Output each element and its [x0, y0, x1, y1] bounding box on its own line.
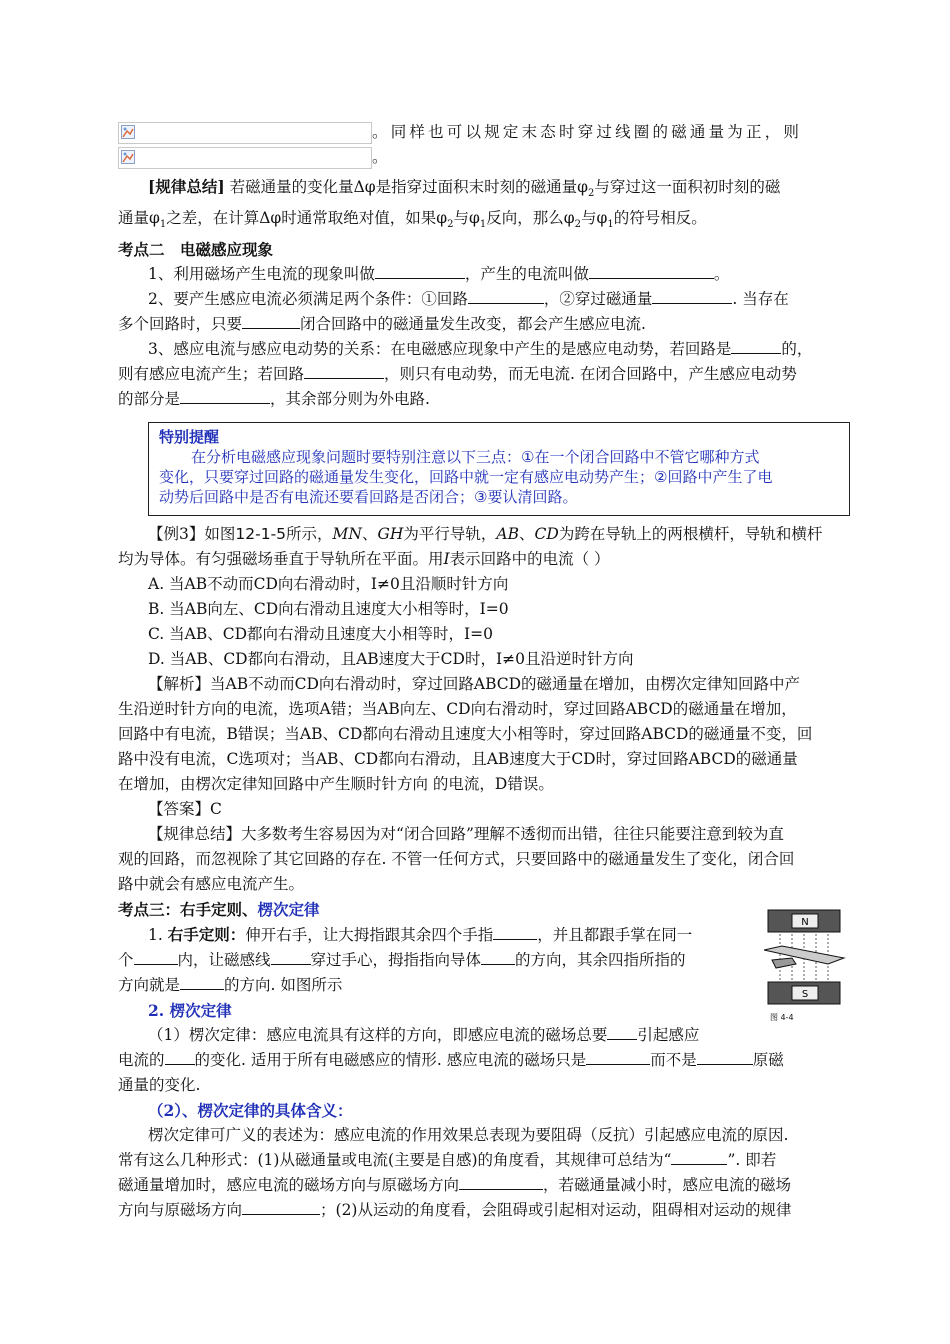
right-hand-rule-cont: 个 内，让磁感线 穿过手心，拇指指向导体 的方向，其余四指所指的 [118, 948, 842, 973]
analysis-line: 在增加，由楞次定律知回路中产生顺时针方向 的电流，D错误。 [118, 775, 554, 794]
section-2-p2: 2、要产生感应电流必须满足两个条件：①回路 ，②穿过磁通量 . 当存在 [118, 287, 842, 312]
blank [589, 263, 714, 280]
blank [134, 949, 178, 966]
reminder-line: 在分析电磁感应现象问题时要特别注意以下三点：①在一个闭合回路中不管它哪种方式 [191, 448, 760, 467]
section-2-p3-cont: 则有感应电流产生；若回路 ，则只有电动势，而无电流. 在闭合回路中，产生感应电动势 [118, 362, 842, 387]
example-3-question-cont: 均为导体。有匀强磁场垂直于导轨所在平面。用I表示回路中的电流（ ） [118, 550, 610, 569]
lenz-meaning-line: 常有这么几种形式：(1)从磁通量或电流(主要是自感)的角度看，其规律可总结为“ ”. 即若 [118, 1148, 842, 1173]
blank [481, 949, 515, 966]
analysis-line: 生沿逆时针方向的电流，选项A错；当AB向左、CD向右滑动时，穿过回路ABCD的磁通量在增加， [118, 700, 797, 719]
right-hand-rule: 1. 右手定则：伸开右手，让大拇指跟其余四个手指 ，并且都跟手掌在同一 [148, 925, 693, 945]
magnet-figure [762, 906, 846, 1022]
section-2-p3-cont2: 的部分是 ，其余部分则为外电路. [118, 387, 842, 412]
broken-image-placeholder [118, 122, 372, 144]
example-3-question: 【例3】如图12-1-5所示，MN、GH为平行导轨，AB、CD为跨在导轨上的两根横杆，导轨和横杆 [148, 525, 823, 544]
blank [304, 363, 384, 380]
lenz-law-p1: （1）楞次定律：感应电流具有这样的方向，即感应电流的磁场总要 引起感应 [118, 1023, 842, 1048]
lenz-meaning-line: 磁通量增加时，感应电流的磁场方向与原磁场方向 ，若磁通量减小时，感应电流的磁场 [118, 1173, 842, 1198]
magnet-diagram-icon [762, 906, 846, 1008]
blank [468, 288, 544, 305]
blank [375, 263, 465, 280]
lenz-law-title: 2. 楞次定律 [148, 1001, 232, 1021]
blank [271, 949, 311, 966]
blank [586, 1049, 650, 1066]
rule-summary-2: 【规律总结】大多数考生容易因为对“闭合回路”理解不透彻而出错，往往只能要注意到较为直 [148, 825, 784, 844]
analysis-line: 路中没有电流，C选项对；当AB、CD都向右滑动，且AB速度大于CD时，穿过回路ABCD的磁通量 [118, 750, 798, 769]
blank [697, 1049, 753, 1066]
answer: 【答案】C [148, 800, 222, 819]
blank [671, 1149, 727, 1166]
lenz-meaning-line: 方向与原磁场方向 ；(2)从运动的角度看，会阻碍或引起相对运动，阻碍相对运动的规律 [118, 1198, 842, 1223]
blank [731, 338, 781, 355]
option-c: C. 当AB、CD都向右滑动且速度大小相等时，I=0 [148, 625, 494, 644]
section-2-p3: 3、感应电流与感应电动势的关系：在电磁感应现象中产生的是感应电动势，若回路是 的， [118, 337, 842, 362]
blank [242, 313, 300, 330]
svg-text:S: S [801, 989, 809, 1000]
section-2-p2-cont: 多个回路时，只要 闭合回路中的磁通量发生改变，都会产生感应电流. [118, 312, 842, 337]
reminder-line: 动势后回路中是否有电流还要看回路是否闭合；③要认清回路。 [159, 488, 578, 507]
figure-caption: 图 4-4 [770, 1013, 794, 1022]
blank [652, 288, 732, 305]
option-a: A. 当AB不动而CD向右滑动时，I≠0且沿顺时针方向 [148, 575, 509, 594]
special-reminder-box [148, 422, 850, 516]
lenz-law-p1-cont: 通量的变化. [118, 1076, 201, 1095]
intro-line-1: 。同样也可以规定末态时穿过线圈的磁通量为正，则 [118, 120, 842, 145]
blank [180, 388, 270, 405]
section-2-p1: 1、利用磁场产生电流的现象叫做 ，产生的电流叫做 。 [118, 262, 842, 287]
rule-summary-2-cont: 路中就会有感应电流产生。 [118, 875, 305, 894]
lenz-meaning-line: 楞次定律可广义的表述为：感应电流的作用效果总表现为要阻碍（反抗）引起感应电流的原因. [148, 1126, 789, 1145]
reminder-line: 变化，只要穿过回路的磁通量发生变化，回路中就一定有感应电动势产生；②回路中产生了电 [159, 468, 773, 487]
rule-summary-1-cont: 通量$\varphi_1$之差，在计算Δφ时通常取绝对值，如果$\varphi_2$与$\varphi_1$反向，那么$\varphi_2$与$\varphi_1$的符号相反。 [118, 209, 707, 231]
section-3-title: 考点三：右手定则、楞次定律 [118, 900, 320, 920]
blank [493, 924, 537, 941]
option-d: D. 当AB、CD都向右滑动，且AB速度大于CD时，I≠0且沿逆时针方向 [148, 650, 634, 669]
section-2-title: 考点二 电磁感应现象 [118, 240, 274, 260]
lenz-law-p1-cont: 电流的 的变化. 适用于所有电磁感应的情形. 感应电流的磁场只是 而不是 原磁 [118, 1048, 842, 1073]
broken-image-icon [121, 125, 135, 139]
option-b: B. 当AB向左、CD向右滑动且速度大小相等时，I=0 [148, 600, 509, 619]
rule-summary-2-cont: 观的回路，而忽视除了其它回路的存在. 不管一任何方式，只要回路中的磁通量发生了变化，闭合回 [118, 850, 795, 869]
document-page [118, 120, 842, 1223]
blank [180, 974, 224, 991]
right-hand-rule-cont: 方向就是 的方向. 如图所示 [118, 973, 842, 998]
intro-line-2: 。 [118, 145, 842, 170]
svg-text:N: N [801, 917, 809, 928]
analysis-line: 【解析】当AB不动而CD向右滑动时，穿过回路ABCD的磁通量在增加，由楞次定律知回路中产 [148, 675, 801, 694]
analysis-line: 回路中有电流，B错误；当AB、CD都向右滑动且速度大小相等时，穿过回路ABCD的磁通量不变，回 [118, 725, 813, 744]
blank [459, 1174, 543, 1191]
blank [607, 1024, 637, 1041]
lenz-meaning-title: （2）、楞次定律的具体含义： [148, 1101, 353, 1121]
blank [242, 1199, 320, 1216]
blank [165, 1049, 195, 1066]
broken-image-icon [121, 150, 135, 164]
rule-summary-1: [规律总结] 若磁通量的变化量Δφ是指穿过面积末时刻的磁通量$\varphi_2$与穿过这一面积初时刻的磁 [148, 177, 781, 200]
broken-image-placeholder [118, 147, 372, 169]
reminder-title: 特别提醒 [159, 428, 220, 447]
